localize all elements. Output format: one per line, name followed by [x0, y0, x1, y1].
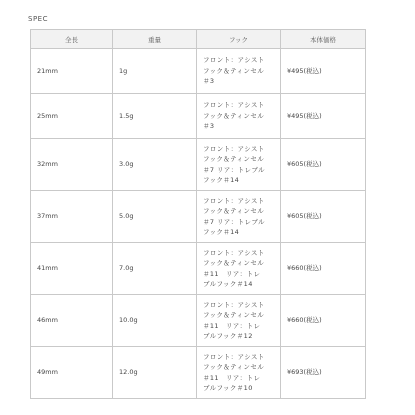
length-cell: 49mm — [31, 347, 113, 399]
table-row — [31, 243, 366, 295]
length-cell: 37mm — [31, 191, 113, 243]
length-cell: 46mm — [31, 295, 113, 347]
header-hook: フック — [197, 30, 281, 49]
table-row — [31, 139, 366, 191]
price-cell: ¥660(税込) — [281, 243, 366, 295]
weight-cell: 10.0g — [113, 295, 197, 347]
length-cell: 25mm — [31, 94, 113, 139]
hook-cell: フロント：アシスト フック＆ティンセル ＃3 — [197, 49, 281, 94]
hook-cell: フロント：アシスト フック＆ティンセル ＃11 リア：トレ ブルフック＃10 — [197, 347, 281, 399]
weight-cell: 1.5g — [113, 94, 197, 139]
table-row — [31, 191, 366, 243]
price-cell: ¥495(税込) — [281, 49, 366, 94]
price-cell: ¥693(税込) — [281, 347, 366, 399]
table-row — [31, 94, 366, 139]
price-cell: ¥605(税込) — [281, 191, 366, 243]
table-row — [31, 49, 366, 94]
weight-cell: 1g — [113, 49, 197, 94]
weight-cell: 3.0g — [113, 139, 197, 191]
price-cell: ¥495(税込) — [281, 94, 366, 139]
spec-table — [30, 29, 366, 399]
hook-cell: フロント：アシスト フック＆ティンセル ＃7 リア：トレブル フック＃14 — [197, 191, 281, 243]
table-row — [31, 347, 366, 399]
table-row — [31, 295, 366, 347]
price-cell: ¥605(税込) — [281, 139, 366, 191]
price-cell: ¥660(税込) — [281, 295, 366, 347]
spec-heading: SPEC — [28, 15, 48, 23]
header-price: 本体価格 — [281, 30, 366, 49]
weight-cell: 12.0g — [113, 347, 197, 399]
header-weight: 重量 — [113, 30, 197, 49]
length-cell: 41mm — [31, 243, 113, 295]
length-cell: 21mm — [31, 49, 113, 94]
hook-cell: フロント：アシスト フック＆ティンセル ＃7 リア：トレブル フック＃14 — [197, 139, 281, 191]
hook-cell: フロント：アシスト フック＆ティンセル ＃11 リア：トレ ブルフック＃12 — [197, 295, 281, 347]
weight-cell: 5.0g — [113, 191, 197, 243]
weight-cell: 7.0g — [113, 243, 197, 295]
length-cell: 32mm — [31, 139, 113, 191]
hook-cell: フロント：アシスト フック＆ティンセル ＃3 — [197, 94, 281, 139]
header-row — [31, 30, 366, 49]
header-length: 全長 — [31, 30, 113, 49]
hook-cell: フロント：アシスト フック＆ティンセル ＃11 リア：トレ ブルフック＃14 — [197, 243, 281, 295]
